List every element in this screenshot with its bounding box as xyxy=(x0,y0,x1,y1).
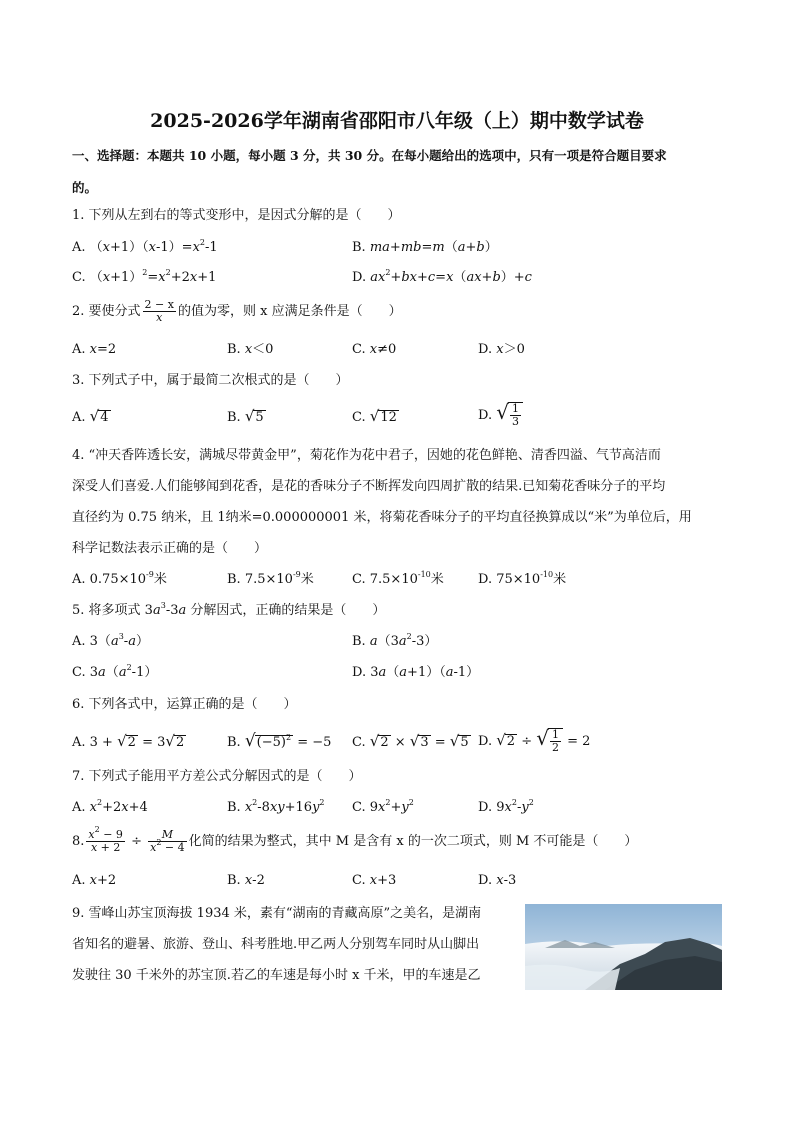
q7-option-d: D. $9x^2-y^2$ xyxy=(478,798,534,815)
mountain-landscape-image xyxy=(525,904,722,990)
q2-fraction: $\frac{2 - x}{x}$ xyxy=(144,298,174,324)
q8-fraction-1: $\frac{x^2 - 9}{x + 2}$ xyxy=(88,825,123,854)
q6-option-c: C. √2 × √3 = √5 xyxy=(352,732,469,750)
q5-option-c: C. $3a(a^2-1)$ xyxy=(72,663,158,680)
q1-option-d: D. $ax^2+bx+c=x(ax+b)+c$ xyxy=(352,268,532,285)
q3-option-c: C. √12 xyxy=(352,407,397,425)
q7-option-c: C. $9x^2+y^2$ xyxy=(352,798,414,815)
q1-option-b: B. ma+mb=m（a+b） xyxy=(352,240,498,255)
q8-option-a: A. x+2 xyxy=(72,873,117,888)
q2-option-b: B. x＜0 xyxy=(227,342,274,357)
q6-option-d: D. √2 ÷ √ $\frac{1}{2}$ = 2 xyxy=(478,726,591,754)
question-4-line2: 深受人们喜爱.人们能够闻到花香，是花的香味分子不断挥发向四周扩散的结果.已知菊花香味分子的平均 xyxy=(72,479,666,494)
q2-number: 2. 要使分式 xyxy=(72,304,141,319)
question-2-stem xyxy=(72,299,402,324)
q6-option-b: B. $√(-5)^2 = -5$ xyxy=(227,731,332,751)
q5-option-a: A. $3(a^3-a)$ xyxy=(72,632,149,649)
question-4-line1: 4. “冲天香阵透长安，满城尽带黄金甲”，菊花作为花中君子，因她的花色鲜艳、清香四溢、气节高洁而 xyxy=(72,448,661,463)
q2-option-a: A. x=2 xyxy=(72,342,117,357)
q6-option-a: A. 3 + √2 = 3√2 xyxy=(72,732,185,750)
mountain-photo xyxy=(525,904,722,990)
q8-fraction-2: $\frac{M}{x^2 - 4}$ xyxy=(150,828,185,854)
question-8-stem: 8. $\frac{x^2 - 9}{x + 2}$ ÷ $\frac{M}{x^2 - 4}$ 化简的结果为整式，其中 M 是含有 x 的一次二项式，则 M 不可能是（ ） xyxy=(72,825,638,854)
question-6-stem: 6. 下列各式中，运算正确的是（ ） xyxy=(72,697,297,712)
q1-option-a: A. $(x+1)(x-1)=x^2-1$ xyxy=(72,238,218,255)
q4-option-c: C. $7.5\times 10^{-10}$米 xyxy=(352,570,444,587)
q8-option-c: C. x+3 xyxy=(352,873,397,888)
question-4-line3: 直径约为 0.75 纳米，且 1纳米=0.000000001 米，将菊花香味分子的平均直径换算成以“米”为单位后，用 xyxy=(72,510,692,525)
question-9-line2: 省知名的避暑、旅游、登山、科考胜地.甲乙两人分别驾车同时从山脚出 xyxy=(72,937,480,952)
q7-option-a: A. $x^2+2x+4$ xyxy=(72,798,148,815)
q2-option-c: C. x≠0 xyxy=(352,342,397,357)
section-heading-cont: 的。 xyxy=(72,180,98,195)
q4-option-a: A. $0.75\times 10^{-9}$米 xyxy=(72,570,167,587)
q3-option-a: A. √4 xyxy=(72,407,109,425)
q8-option-b: B. x-2 xyxy=(227,873,265,888)
question-5-stem: 5. 将多项式 $3a^3-3a$ 分解因式，正确的结果是（ ） xyxy=(72,601,386,618)
q2-option-d: D. x＞0 xyxy=(478,342,525,357)
section-heading: 一、选择题：本题共 10 小题，每小题 3 分，共 30 分。在每小题给出的选项中，只有一项是符合题目要求 xyxy=(72,148,667,163)
q8-tail: 化简的结果为整式，其中 M 是含有 x 的一次二项式，则 M 不可能是（ ） xyxy=(188,834,638,849)
question-9-line3: 发驶往 30 千米外的苏宝顶.若乙的车速是每小时 x 千米，甲的车速是乙 xyxy=(72,968,481,983)
q5-option-b: B. $a(3a^2-3)$ xyxy=(352,632,438,649)
q3-option-b: B. √5 xyxy=(227,407,264,425)
q2-tail: 的值为零，则 x 应满足条件是（ ） xyxy=(177,304,402,319)
question-4-line4: 科学记数法表示正确的是（ ） xyxy=(72,541,268,556)
q8-option-d: D. x-3 xyxy=(478,873,517,888)
q4-option-b: B. $7.5\times 10^{-9}$米 xyxy=(227,570,314,587)
question-9-line1: 9. 雪峰山苏宝顶海拔 1934 米，素有“湖南的青藏高原”之美名，是湖南 xyxy=(72,906,482,921)
question-7-stem: 7. 下列式子能用平方差公式分解因式的是（ ） xyxy=(72,769,362,784)
page-title: 2025-2026学年湖南省邵阳市八年级（上）期中数学试卷 xyxy=(150,110,644,132)
q4-option-d: D. $75\times 10^{-10}$米 xyxy=(478,570,567,587)
q1-option-c: C. $(x+1)^2=x^2+2x+1$ xyxy=(72,268,217,285)
q5-option-d: D. 3a（a+1）（a-1） xyxy=(352,665,480,680)
question-3-stem: 3. 下列式子中，属于最简二次根式的是（ ） xyxy=(72,373,349,388)
question-1-stem: 1. 下列从左到右的等式变形中，是因式分解的是（ ） xyxy=(72,208,401,223)
q3-option-d: D. √ $\frac{1}{3}$ xyxy=(478,402,523,428)
q8-number: 8. xyxy=(72,834,85,849)
q7-option-b: B. $x^2-8xy+16y^2$ xyxy=(227,798,325,815)
